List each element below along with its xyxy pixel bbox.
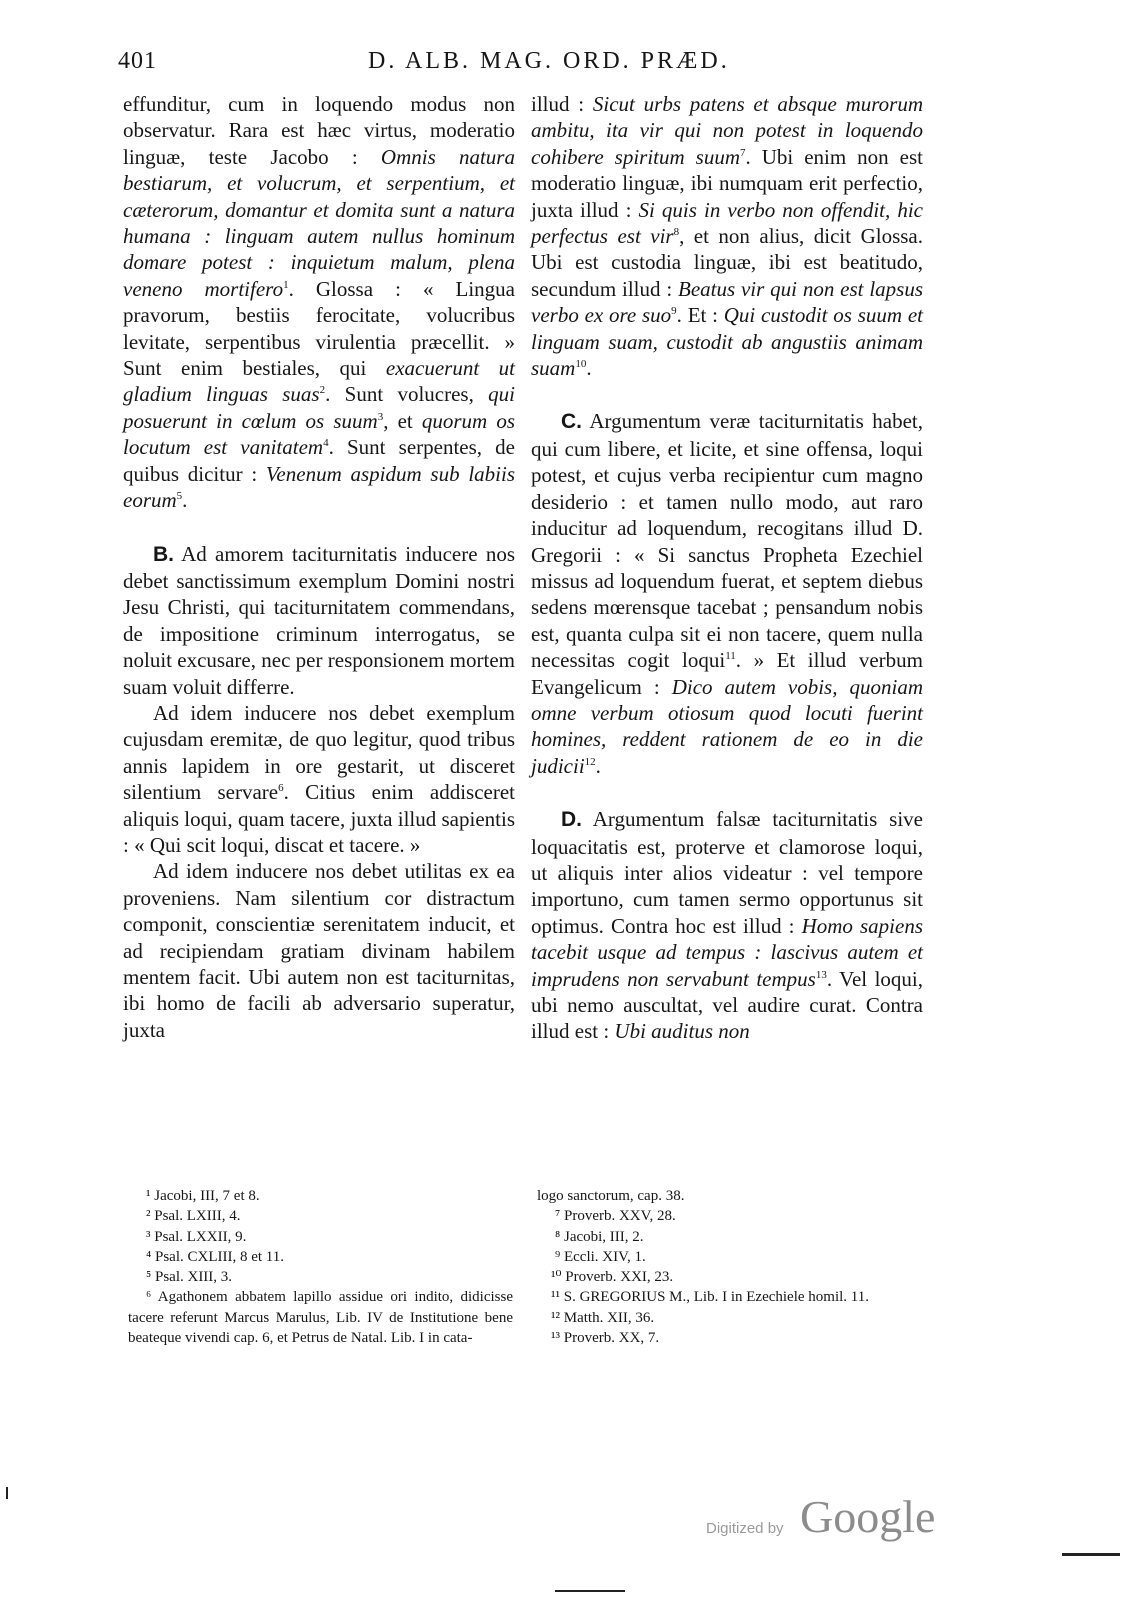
- footnote-continuation: logo sanctorum, cap. 38.: [537, 1188, 685, 1204]
- quote: Si quis in verbo non offendit, hic perfectus est vir: [531, 197, 923, 249]
- right-column: [531, 91, 923, 1045]
- text-run: Argumentum falsæ taciturnitatis sive loquacitatis est, proterve et clamorose loqui, ut aliquis inter alios videatur : vel tempore importuno, cum tamen sermo opportunus sit optimus. Contra hoc est illud :: [531, 807, 923, 938]
- footnotes-right: [537, 1186, 922, 1348]
- text-run: .: [586, 356, 592, 381]
- text-run: .: [182, 488, 188, 513]
- page-header: [0, 48, 1144, 88]
- footnote: ⁴ Psal. CXLIII, 8 et 11.: [146, 1248, 284, 1265]
- watermark-prefix: Digitized by: [706, 1520, 784, 1537]
- scan-artifact: [555, 1590, 625, 1592]
- quote: exacuerunt ut gladium linguas suas: [123, 356, 515, 407]
- footnote-ref: 7: [740, 146, 746, 159]
- text-run: . » Et illud verbum Evangelicum :: [531, 648, 923, 699]
- footnote: ² Psal. LXIII, 4.: [146, 1208, 241, 1225]
- text-run: effunditur, cum in loquendo modus non observatur. Rara est hæc virtus, moderatio linguæ, teste Jacobo :: [123, 92, 515, 169]
- footnote-ref: 6: [278, 782, 284, 795]
- footnote: ¹³ Proverb. XX, 7.: [551, 1330, 660, 1347]
- footnote: ¹ Jacobi, III, 7 et 8.: [146, 1188, 260, 1204]
- text-run: Ad idem inducere nos debet utilitas ex ea proveniens. Nam silentium cor distractum componit, conscientiæ serenitatem inducit, et ad recipiendam gratiam divinam habilem mentem facit. Ubi autem non est taciturnitas, ibi homo de facili ab adversario superatur, juxta: [123, 859, 515, 1042]
- footnote-ref: 13: [815, 968, 827, 981]
- footnote-ref: 12: [584, 755, 596, 768]
- footnote-ref: 2: [319, 384, 326, 397]
- quote-jacobi: Omnis natura bestiarum, et volucrum, et serpentium, et cæterorum, domantur et domita sunt a natura humana : linguam autem nullus hominum domare potest : inquietum malum, plena veneno mortifero: [123, 144, 515, 301]
- text-run: . Glossa : « Lingua pravorum, bestiis ferocitate, volucribus levitate, serpentibus virulentia præcellit. » Sunt enim bestiales, qui: [123, 276, 515, 381]
- footnote: ¹² Matth. XII, 36.: [551, 1309, 655, 1326]
- text-run: . Sunt volucres,: [325, 382, 489, 407]
- paragraph-c: [531, 408, 923, 779]
- quote: quorum os locutum est vanitatem: [123, 408, 515, 460]
- paragraph-eremita: [123, 700, 515, 858]
- quote: Beatus vir qui non est lapsus verbo ex ore suo: [531, 276, 923, 328]
- footnote: ⁸ Jacobi, III, 2.: [555, 1228, 644, 1245]
- text-run: , et non alius, dicit Glossa. Ubi est custodia linguæ, ibi est beatitudo, secundum illud :: [531, 224, 923, 301]
- footnotes-left: [128, 1186, 513, 1348]
- quote: Venenum aspidum sub labiis eorum: [123, 461, 515, 513]
- paragraph-utilitas: [123, 858, 515, 1043]
- text-run: . Vel loqui, ubi nemo auscultat, vel audire curat. Contra illud est :: [531, 966, 923, 1044]
- footnote-ref: 9: [671, 305, 677, 318]
- quote: Homo sapiens tacebit usque ad tempus : lascivus autem et imprudens non servabunt tempus: [531, 913, 923, 991]
- text-run: . Ubi enim non est moderatio linguæ, ibi numquam erit perfectio, juxta illud :: [531, 144, 923, 222]
- quote: Qui custodit os suum et linguam suam, custodit ab angustiis animam suam: [531, 303, 924, 381]
- paragraph-moderatio: [123, 91, 515, 514]
- quote: Sicut urbs patens et absque murorum ambitu, ita vir qui non potest in loquendo cohibere spiritum suum: [531, 92, 923, 169]
- footnote: ⁶ Agathonem abbatem lapillo assidue ori indito, didicisse tacere referunt Marcus Marulus, Lib. IV de Institutione bene beateque vivendi cap. 6, et Petrus de Natal. Lib. I in cata-: [128, 1289, 513, 1347]
- text-run: , et: [383, 408, 422, 433]
- footnote: ⁷ Proverb. XXV, 28.: [555, 1208, 676, 1225]
- footnote: ³ Psal. LXXII, 9.: [146, 1228, 247, 1245]
- footnote-ref: 3: [377, 410, 384, 423]
- footnote-ref: 8: [673, 226, 680, 239]
- footnote-ref: 4: [323, 437, 329, 450]
- page-number: 401: [118, 48, 157, 74]
- footnote: ⁹ Eccli. XIV, 1.: [555, 1248, 646, 1265]
- footnote: ⁵ Psal. XIII, 3.: [146, 1269, 233, 1286]
- text-run: .: [595, 753, 601, 778]
- paragraph-b: [123, 541, 515, 700]
- quote: Dico autem vobis, quoniam omne verbum otiosum quod locuti fuerint homines, reddent rationem de eo in die judicii: [531, 674, 923, 778]
- text-run: Ad idem inducere nos debet exemplum cujusdam eremitæ, de quo legitur, quod tribus annis lapidem in ore gestarit, ut disceret silentium servare: [123, 700, 515, 805]
- section-letter: B.: [153, 542, 174, 566]
- paragraph-continuation: [531, 91, 923, 381]
- footnote-ref: 5: [176, 490, 183, 503]
- left-column: [123, 91, 515, 1043]
- text-run: illud :: [531, 92, 593, 116]
- text-run: . Citius enim addisceret aliquis loqui, quam tacere, juxta illud sapientis : « Qui scit loqui, discat et tacere. »: [123, 780, 515, 857]
- google-logo: Google: [800, 1491, 936, 1542]
- section-letter: D.: [561, 808, 582, 832]
- footnote: ¹⁰ Proverb. XXI, 23.: [551, 1269, 674, 1286]
- footnote: ¹¹ S. GREGORIUS M., Lib. I in Ezechiele homil. 11.: [551, 1289, 869, 1306]
- paragraph-d: [531, 806, 923, 1045]
- quote: Ubi auditus non: [614, 1019, 750, 1044]
- footnote-ref: 10: [575, 358, 587, 371]
- footnote-ref: 1: [283, 278, 289, 291]
- text-run: . Sunt serpentes, de quibus dicitur :: [123, 435, 515, 486]
- text-run: Ad amorem taciturnitatis inducere nos debet sanctissimum exemplum Domini nostri Jesu Christi, qui taciturnitatem commendans, de impositione criminum interrogatus, se noluit excusare, nec per responsionem mortem suam voluit differre.: [123, 541, 515, 699]
- section-letter: C.: [561, 410, 582, 434]
- quote: qui posuerunt in cœlum os suum: [123, 382, 515, 433]
- text-run: Argumentum veræ taciturnitatis habet, qui cum libere, et licite, et sine offensa, loqui potest, et cujus verba recipientur cum magno desiderio : et tamen nullo modo, aut raro inducitur ad loquendum, recogitans illud D. Gregorii : « Si sanctus Propheta Ezechiel missus ad loquendum fuerat, et septem diebus sedens mœrensque tacebat ; pensandum nobis est, quanta culpa sit ei non tacere, quem nulla necessitas cogit loqui: [531, 409, 923, 673]
- scan-artifact: [1062, 1553, 1120, 1556]
- text-run: . Et :: [676, 303, 724, 328]
- digitized-watermark: [700, 1490, 940, 1546]
- footnote-ref: 11: [725, 650, 736, 663]
- running-title: D. ALB. MAG. ORD. PRÆD.: [368, 48, 730, 74]
- scan-artifact: [6, 1487, 8, 1499]
